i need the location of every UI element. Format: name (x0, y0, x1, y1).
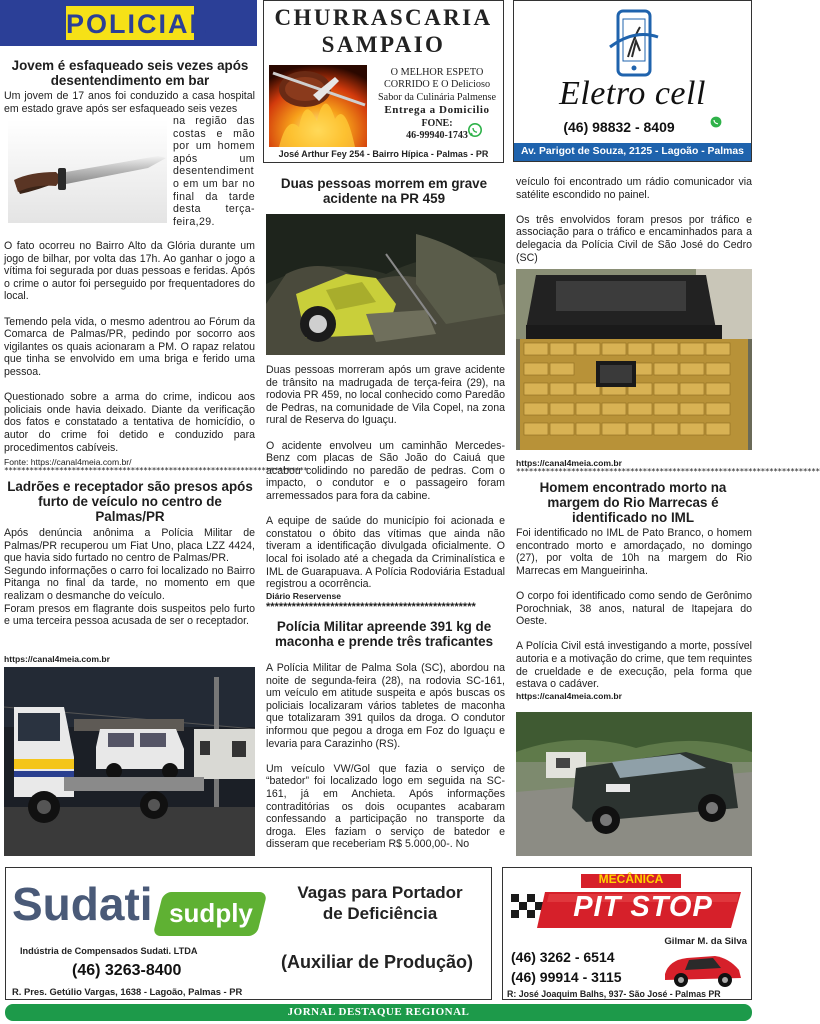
story3-paragraph: Duas pessoas morreram após um grave acidente de trânsito na madrugada de terça-feira (29), na rodovia PR 459, no local conhecido como Paredão de Pedras, na comunidade de Vila Copel, na zona rural de Reserva do Iguaçu. (266, 364, 505, 427)
job-title (270, 882, 490, 924)
story4-paragraph: Um veículo VW/Gol que fazia o serviço de “batedor” foi localizado logo em seguida na SC-161, já em Anchieta. Após informações contraditórias os dois ocupantes acabaram confessando a participação no transporte da droga. Eles faziam o serviço de batedor e disseram que receberiam R$ 5.000,00-. No (266, 762, 505, 851)
sudati-ad (5, 867, 492, 1000)
eletro-cell-ad (513, 0, 752, 175)
grill-photo (269, 65, 367, 147)
story4-body (266, 662, 505, 851)
pitstop-ad (502, 867, 752, 1000)
churrascaria-ad (263, 0, 504, 163)
story5-body (516, 527, 752, 691)
story1-paragraph: O fato ocorreu no Bairro Alto da Glória durante um jogo de bilhar, por volta das 17h. Ao ganhar o jogo a vítima foi segurada por duas pessoas e feridas. Após o crime o autor foi perseguido por frequentadores do local. (4, 240, 255, 303)
story3-paragraph: A equipe de saúde do município foi acionada e constatou o óbito das vítimas que ainda não tiveram a identificação divulgada oficialmente. O local foi isolado até a chegada da Criminalística e IML de Guarapuava. A Polícia Rodoviária Estadual registrou a ocorrência. (266, 515, 505, 591)
eletro-address: Av. Parigot de Souza, 2125 - Lagoão - Palmas PR (514, 143, 751, 161)
footer-bar: JORNAL DESTAQUE REGIONAL (5, 1004, 752, 1021)
story1-lead: Um jovem de 17 anos foi conduzido a casa hospital em estado grave após ser esfaqueado seis vezes (4, 90, 255, 115)
separator: ************************************************************************ (4, 466, 308, 475)
churrascaria-tagline (370, 67, 504, 142)
tow-truck-photo (4, 667, 255, 856)
story4-continued (516, 176, 752, 264)
churrascaria-line: Sabor da Culinária Palmense (378, 91, 496, 103)
story2-body (4, 527, 255, 628)
churrascaria-phone-label: FONE: (421, 117, 453, 129)
sudati-address: R. Pres. Getúlio Vargas, 1638 - Lagoão, Palmas - PR (12, 986, 243, 997)
red-car-image (659, 948, 745, 988)
churrascaria-title: CHURRASCARIA (274, 5, 493, 30)
section-label: POLICIAL (66, 9, 208, 39)
story2-paragraph: Segundo informações o carro foi localizado no Bairro Pitanga no final da tarde, no momento em que realizam o desmanche do veículo. (4, 564, 255, 602)
story1-source: Fonte: https://canal4meia.com.br/ (4, 457, 132, 467)
churrascaria-title-line2: SAMPAIO (321, 32, 446, 57)
pitstop-name: PIT STOP (573, 891, 713, 923)
story5-paragraph: O corpo foi identificado como sendo de Gerônimo Porochniak, 38 anos, natural de Itapejara do Oeste. (516, 589, 752, 628)
story1-headline: Jovem é esfaqueado seis vezes após desentendimento em bar (11, 58, 249, 88)
phone-icon (610, 7, 658, 85)
story2-source: https://canal4meia.com.br (4, 654, 111, 664)
eletro-phone: (46) 98832 - 8409 (563, 119, 675, 135)
churrascaria-address: José Arthur Fey 254 - Bairro Hípica - Palmas - PR (278, 149, 489, 159)
story4-paragraph: Os três envolvidos foram presos por tráfico e associação para o tráfico e encaminhados para a delegacia da Polícia Civil de São José do Cedro (SC) (516, 213, 752, 264)
story3-headline: Duas pessoas morrem em grave acidente na PR 459 (280, 176, 488, 206)
story4-paragraph: veículo foi encontrado um rádio comunicador via satélite escondido no painel. (516, 176, 752, 201)
whatsapp-icon (710, 115, 722, 127)
story2-paragraph: Após denúncia anônima a Polícia Militar de Palmas/PR recuperou um Fiat Uno, placa LZZ 4424, que havia sido furtado no centro de Palmas/PR. (4, 527, 255, 565)
churrascaria-phone: 46-99940-1743 (406, 130, 468, 142)
job-role: (Auxiliar de Produção) (280, 952, 474, 972)
story1-paragraph: Temendo pela vida, o mesmo adentrou ao Fórum da Comarca de Palmas/PR, pedindo por socorro aos vigilantes os quais acionaram a PM. O rapaz relatou que tinha se envolvido em uma briga e ferido uma pessoa. (4, 315, 255, 378)
story5-paragraph: A Polícia Civil está investigando a morte, possível autoria e a motivação do crime, que tem requintes de crueldade e de execução, pela forma que estava o cadáver. (516, 640, 752, 691)
pitstop-phone1: (46) 3262 - 6514 (511, 949, 615, 965)
sudati-phone: (46) 3263-8400 (72, 962, 182, 979)
police-car-photo (516, 712, 752, 856)
pitstop-phone2: (46) 99914 - 3115 (511, 969, 622, 985)
churrascaria-delivery: Entrega a Domicilio (384, 104, 490, 117)
separator: ************************************************* (266, 601, 476, 613)
story2-headline: Ladrões e receptador são presos após furto de veículo no centro de Palmas/PR (7, 479, 253, 524)
sudati-brand: Sudati (12, 878, 153, 930)
story5-paragraph: Foi identificado no IML de Pato Branco, o homem encontrado morto e amordaçado, no domingo (27), por volta de 10h na margem do Rio Marrecas em Mangueirinha. (516, 527, 752, 577)
section-header (0, 0, 257, 46)
story2-paragraph: Foram presos em flagrante dois suspeitos pelo furto e uma terceira pessoa acusada de ser o receptador. (4, 602, 255, 628)
story3-source: Diário Reservense (266, 591, 341, 601)
sudply-brand: sudply (169, 898, 253, 928)
story1-wrap-text: na região das costas e mão por um homem após um desentendiment o em um bar no final da tarde desta terça-feira,29. (173, 115, 255, 228)
pitstop-mecanica: MECÂNICA (598, 872, 664, 886)
drug-seizure-photo (516, 269, 752, 450)
story3-paragraph: O acidente envolveu um caminhão Mercedes-Benz com placas de São João do Caiuá que acabou colidindo no paredão de pedras. Com o impacto, o condutor e o passageiro foram arremessados para fora da cabine. (266, 439, 505, 502)
eletro-brand: Eletro cell (559, 75, 706, 112)
job-title-line: Vagas para Portador (297, 883, 463, 902)
story5-source: https://canal4meia.com.br (516, 691, 623, 701)
separator: ************************************************************************ (516, 467, 820, 476)
job-title-line: de Deficiência (322, 904, 438, 923)
sudati-company: Indústria de Compensados Sudati. LTDA (20, 946, 198, 956)
story4-source: https://canal4meia.com.br (516, 458, 623, 468)
churrascaria-line: CORRIDO E O Delicioso (383, 79, 491, 91)
pitstop-owner: Gilmar M. da Silva (664, 936, 747, 947)
story1-paragraph: Questionado sobre a arma do crime, indicou aos policiais onde havia deixado. Diante da verificação dos fatos e constatado a tentativa de homicídio, o autor do crime foi detido e conduzido para procedimentos cabíveis. (4, 391, 255, 454)
pitstop-address: R: José Joaquim Balhs, 937- São José - Palmas PR (507, 989, 721, 999)
section-label-box (66, 6, 208, 40)
story4-headline: Polícia Militar apreende 391 kg de maconha e prende três traficantes (274, 619, 494, 649)
whatsapp-icon (468, 123, 482, 137)
churrascaria-line: O MELHOR ESPETO (390, 67, 484, 78)
story4-paragraph: A Polícia Militar de Palma Sola (SC), abordou na noite de segunda-feira (28), na rodovia SC-161, um veículo em atitude suspeita e após buscas os policiais localizaram vários tabletes de maconha que totalizaram 391 quilos da droga. O condutor informou que pegou a droga em Foz do Iguaçu e levaria para Carazinho (RS). (266, 662, 505, 750)
knife-photo (8, 120, 167, 223)
story3-body (266, 364, 505, 591)
story5-headline: Homem encontrado morto na margem do Rio Marrecas é identificado no IML (539, 480, 727, 525)
story1-body (4, 240, 255, 454)
crash-photo (266, 214, 505, 355)
